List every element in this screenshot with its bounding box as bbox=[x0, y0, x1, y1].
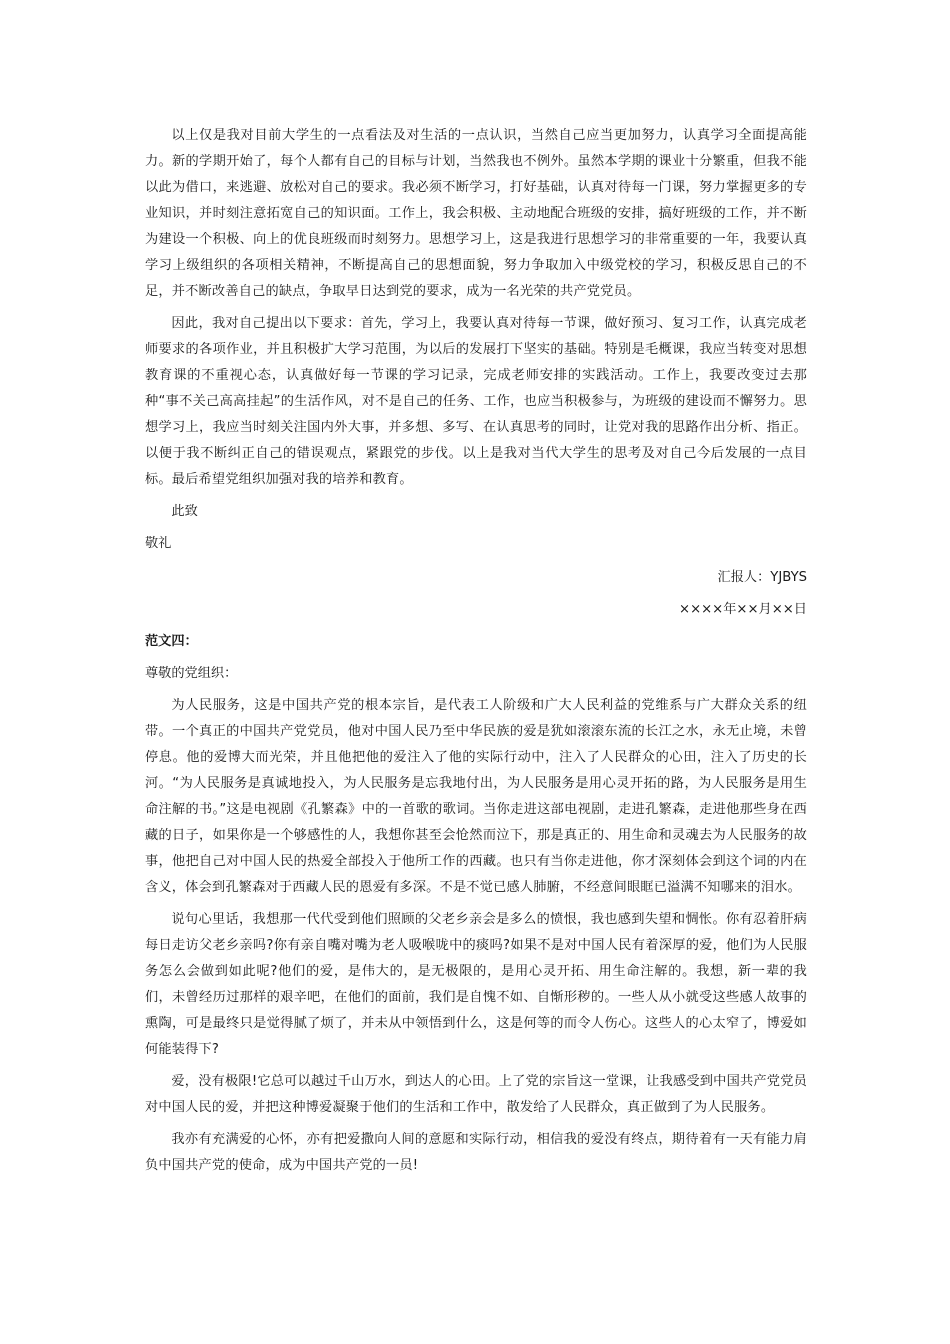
closing-phrase: 此致 bbox=[171, 504, 198, 519]
section-heading: 范文四： bbox=[145, 634, 198, 649]
section-4 bbox=[145, 629, 807, 1179]
paragraph: 我亦有充满爱的心怀，亦有把爱撒向人间的意愿和实际行动，相信我的爱没有终点，期待着有一天有能力肩负中国共产党的使命，成为中国共产党的一员! bbox=[145, 1132, 807, 1173]
reporter-signature: 汇报人：YJBYS bbox=[717, 570, 807, 585]
document-page bbox=[145, 123, 807, 1179]
section-3 bbox=[145, 123, 807, 623]
salutation: 尊敬的党组织： bbox=[145, 666, 238, 681]
paragraph: 因此，我对自己提出以下要求：首先，学习上，我要认真对待每一节课，做好预习、复习工作，认真完成老师要求的各项作业，并且积极扩大学习范围，为以后的发展打下坚实的基础。特别是毛概课，我应当转变对思想教育课的不重视心态，认真做好每一节课的学习记录，完成老师安排的实践活动。工作上，我要改变过去那种“事不关己高高挂起”的生活作风，对不是自己的任务、工作，也应当积极参与，为班级的建设而不懈努力。思想学习上，我应当时刻关注国内外大事，并多想、多写、在认真思考的同时，让党对我的思路作出分析、指正。以便于我不断纠正自己的错误观点，紧跟党的步伐。以上是我对当代大学生的思考及对自己今后发展的一点目标。最后希望党组织加强对我的培养和教育。 bbox=[145, 316, 807, 487]
paragraph: 以上仅是我对目前大学生的一点看法及对生活的一点认识，当然自己应当更加努力，认真学习全面提高能力。新的学期开始了，每个人都有自己的目标与计划，当然我也不例外。虽然本学期的课业十分繁重，但我不能以此为借口，来逃避、放松对自己的要求。我必须不断学习，打好基础，认真对待每一门课，努力掌握更多的专业知识，并时刻注意拓宽自己的知识面。工作上，我会积极、主动地配合班级的安排，搞好班级的工作，并不断为建设一个积极、向上的优良班级而时刻努力。思想学习上，这是我进行思想学习的非常重要的一年，我要认真学习上级组织的各项相关精神，不断提高自己的思想面貌，努力争取加入中级党校的学习，积极反思自己的不足，并不断改善自己的缺点，争取早日达到党的要求，成为一名光荣的共产党党员。 bbox=[145, 128, 807, 299]
paragraph: 爱，没有极限!它总可以越过千山万水，到达人的心田。上了党的宗旨这一堂课，让我感受到中国共产党党员对中国人民的爱，并把这种博爱凝聚于他们的生活和工作中，散发给了人民群众，真正做到了为人民服务。 bbox=[145, 1074, 807, 1115]
report-date: ××××年××月××日 bbox=[679, 602, 807, 617]
paragraph: 说句心里话，我想那一代代受到他们照顾的父老乡亲会是多么的愤恨，我也感到失望和惆怅。你有忍着肝病每日走访父老乡亲吗?你有亲自嘴对嘴为老人吸喉咙中的痰吗?如果不是对中国人民有着深厚的爱，他们为人民服务怎么会做到如此呢?他们的爱，是伟大的，是无极限的，是用心灵开拓、用生命注解的。我想，新一辈的我们，未曾经历过那样的艰辛吧，在他们的面前，我们是自愧不如、自惭形秽的。一些人从小就受这些感人故事的熏陶，可是最终只是觉得腻了烦了，并未从中领悟到什么，这是何等的而令人伤心。这些人的心太窄了，博爱如何能装得下? bbox=[145, 912, 807, 1057]
salute: 敬礼 bbox=[145, 536, 172, 551]
paragraph: 为人民服务，这是中国共产党的根本宗旨，是代表工人阶级和广大人民利益的党维系与广大群众关系的纽带。一个真正的中国共产党党员，他对中国人民乃至中华民族的爱是犹如滚滚东流的长江之水，永无止境，未曾停息。他的爱博大而光荣，并且他把他的爱注入了他的实际行动中，注入了人民群众的心田，注入了历史的长河。“为人民服务是真诚地投入，为人民服务是忘我地付出，为人民服务是用心灵开拓的路，为人民服务是用生命注解的书。”这是电视剧《孔繁森》中的一首歌的歌词。当你走进这部电视剧，走进孔繁森，走进他那些身在西藏的日子，如果你是一个够感性的人，我想你甚至会怆然而泣下，那是真正的、用生命和灵魂去为人民服务的故事，他把自己对中国人民的热爱全部投入于他所工作的西藏。也只有当你走进他，你才深刻体会到这个词的内在含义，体会到孔繁森对于西藏人民的恩爱有多深。不是不觉已感人肺腑，不经意间眼眶已溢满不知哪来的泪水。 bbox=[145, 698, 807, 895]
